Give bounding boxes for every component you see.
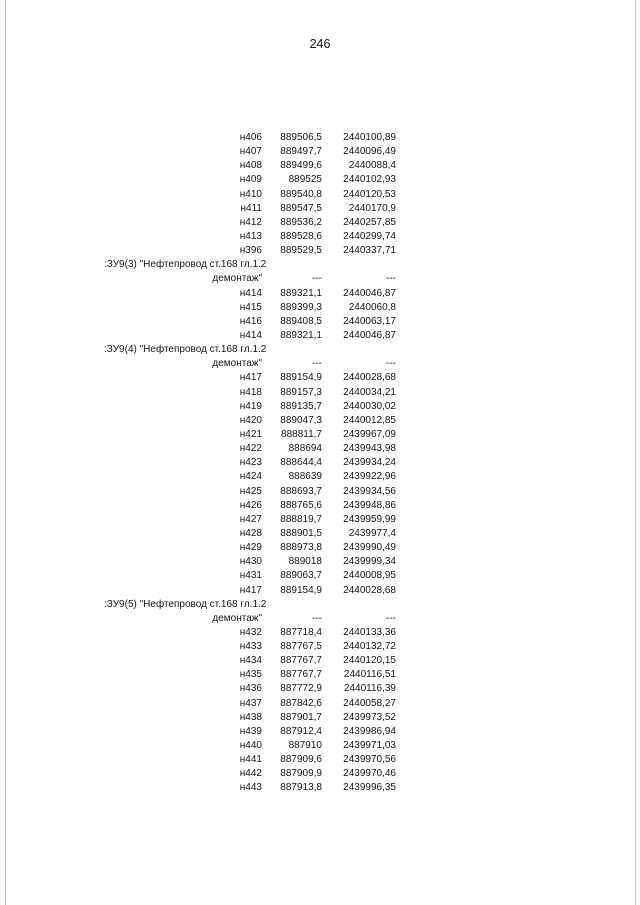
point-id: н409 (239, 174, 262, 186)
table-row (104, 371, 404, 385)
point-id: н443 (239, 782, 262, 794)
section-header-row (104, 357, 404, 371)
table-section (104, 598, 404, 796)
point-id: н431 (239, 570, 262, 582)
point-id: н414 (239, 287, 262, 299)
coordinate-x: 888973,8 (280, 542, 322, 554)
coordinate-x: 887767,7 (280, 669, 322, 681)
coordinate-x: 889321,1 (280, 329, 322, 341)
point-id: н439 (239, 725, 262, 737)
header-x-placeholder: --- (312, 273, 322, 285)
coordinate-x: 889321,1 (280, 287, 322, 299)
coordinate-y: 2440100,89 (343, 132, 396, 143)
table-row (104, 767, 404, 781)
table-row (104, 499, 404, 513)
coordinate-x: 888694 (288, 443, 322, 455)
point-id: н425 (239, 485, 262, 497)
coordinate-x: 889547,5 (280, 202, 322, 214)
table-row (104, 527, 404, 541)
header-y-placeholder: --- (386, 612, 396, 624)
table-row (104, 626, 404, 640)
coordinate-y: 2439970,46 (343, 768, 396, 780)
table-row (104, 173, 404, 187)
coordinate-x: 888765,6 (280, 499, 322, 511)
coordinate-x: 889154,9 (280, 584, 322, 596)
point-id: н418 (239, 386, 262, 398)
point-id: н407 (239, 146, 262, 158)
point-id: н430 (239, 556, 262, 568)
point-id: н411 (240, 202, 262, 214)
section-title: :ЗУ9(4) "Нефтепровод ст.168 гл.1.2 (104, 344, 267, 356)
coordinate-y: 2439986,94 (343, 725, 396, 737)
coordinate-y: 2440170,9 (348, 202, 396, 214)
point-id: н417 (239, 372, 262, 384)
coordinate-x: 888901,5 (280, 527, 322, 539)
coordinate-x: 889063,7 (280, 570, 322, 582)
point-id: н441 (239, 754, 262, 766)
point-id: н440 (239, 740, 262, 752)
point-id: н428 (239, 527, 262, 539)
coordinate-x: 889506,5 (280, 132, 322, 143)
coordinate-y: 2440008,95 (343, 570, 396, 582)
table-row (104, 668, 404, 682)
coordinate-y: 2439990,49 (343, 542, 396, 554)
table-row (104, 569, 404, 583)
coordinate-y: 2440257,85 (343, 216, 396, 228)
table-row (104, 188, 404, 202)
coordinate-x: 887842,6 (280, 697, 322, 709)
coordinate-y: 2440116,51 (343, 669, 396, 681)
section-title: :ЗУ9(3) "Нефтепровод ст.168 гл.1.2 (104, 259, 267, 271)
point-id: н416 (239, 315, 262, 327)
coordinate-y: 2440058,27 (343, 697, 396, 709)
point-id: н412 (239, 216, 262, 228)
coordinate-y: 2440034,21 (343, 386, 396, 398)
table-row (104, 131, 404, 145)
point-id: н417 (239, 584, 262, 596)
coordinate-x: 889135,7 (280, 400, 322, 412)
coordinate-y: 2439934,56 (343, 485, 396, 497)
coordinate-y: 2439922,96 (343, 471, 396, 483)
coordinate-x: 887910 (288, 740, 322, 752)
scan-edge-left (5, 0, 6, 905)
coordinate-x: 887901,7 (280, 711, 322, 723)
table-section (104, 258, 404, 343)
table-row (104, 513, 404, 527)
table-row (104, 428, 404, 442)
coordinate-y: 2439996,35 (343, 782, 396, 794)
coordinate-y: 2439977,4 (348, 527, 396, 539)
point-id: н436 (239, 683, 262, 695)
table-row (104, 414, 404, 428)
coordinate-y: 2440132,72 (343, 641, 396, 653)
coordinate-x: 889536,2 (280, 216, 322, 228)
coordinate-x: 889018 (288, 556, 322, 568)
section-header-row (104, 612, 404, 626)
table-row (104, 739, 404, 753)
coordinate-y: 2439948,86 (343, 499, 396, 511)
table-row (104, 442, 404, 456)
coordinate-y: 2440133,36 (343, 626, 396, 638)
section-title: :ЗУ9(5) "Нефтепровод ст.168 гл.1.2 (104, 598, 267, 610)
point-id: н423 (239, 457, 262, 469)
coordinate-y: 2439934,24 (343, 457, 396, 469)
table-row (104, 159, 404, 173)
point-id: н415 (239, 301, 262, 313)
coordinate-y: 2440120,53 (343, 188, 396, 200)
table-row (104, 230, 404, 244)
point-id: н422 (239, 443, 262, 455)
coordinate-y: 2439943,98 (343, 443, 396, 455)
point-id: н442 (239, 768, 262, 780)
coordinate-x: 889408,5 (280, 315, 322, 327)
coordinate-x: 889529,5 (280, 245, 322, 257)
coordinate-x: 887718,4 (280, 626, 322, 638)
table-row (104, 697, 404, 711)
table-row (104, 555, 404, 569)
point-id: н432 (239, 626, 262, 638)
table-row (104, 541, 404, 555)
coordinate-y: 2440028,68 (343, 584, 396, 596)
point-id: н408 (239, 160, 262, 172)
table-row (104, 725, 404, 739)
point-id: н414 (239, 329, 262, 341)
section-header-row (104, 272, 404, 286)
section-subtitle: демонтаж" (212, 612, 262, 624)
coordinate-x: 889157,3 (280, 386, 322, 398)
coordinate-x: 888644,4 (280, 457, 322, 469)
table-row (104, 216, 404, 230)
coordinate-x: 887913,8 (280, 782, 322, 794)
point-id: н406 (239, 132, 262, 143)
point-id: н438 (239, 711, 262, 723)
coordinate-x: 889047,3 (280, 414, 322, 426)
table-section (104, 343, 404, 598)
coordinate-x: 887909,9 (280, 768, 322, 780)
coordinate-y: 2439999,34 (343, 556, 396, 568)
table-row (104, 640, 404, 654)
table-row (104, 470, 404, 484)
coordinate-x: 889399,3 (280, 301, 322, 313)
header-y-placeholder: --- (386, 358, 396, 370)
table-row (104, 654, 404, 668)
coordinate-y: 2439973,52 (343, 711, 396, 723)
point-id: н437 (239, 697, 262, 709)
coordinate-x: 888693,7 (280, 485, 322, 497)
coordinate-y: 2439959,99 (343, 513, 396, 525)
coordinate-x: 889525 (288, 174, 322, 186)
coordinate-y: 2440046,87 (343, 329, 396, 341)
coordinate-x: 889540,8 (280, 188, 322, 200)
table-row (104, 287, 404, 301)
coordinate-x: 889154,9 (280, 372, 322, 384)
coordinate-x: 888811,7 (281, 428, 322, 440)
coordinate-y: 2439971,03 (343, 740, 396, 752)
point-id: н419 (239, 400, 262, 412)
coordinate-x: 887767,5 (280, 641, 322, 653)
point-id: н427 (239, 513, 262, 525)
coordinate-y: 2440299,74 (343, 230, 396, 242)
coordinate-y: 2440337,71 (343, 245, 396, 257)
table-row (104, 244, 404, 258)
coordinate-x: 889528,6 (280, 230, 322, 242)
page-number: 246 (309, 37, 331, 51)
coordinate-x: 887909,6 (280, 754, 322, 766)
coordinate-y: 2440028,68 (343, 372, 396, 384)
coordinate-y: 2440012,85 (343, 414, 396, 426)
coordinate-x: 887912,4 (280, 725, 322, 737)
table-row (104, 485, 404, 499)
table-row (104, 584, 404, 598)
section-subtitle: демонтаж" (212, 358, 262, 370)
point-id: н421 (239, 428, 262, 440)
table-row (104, 202, 404, 216)
point-id: н435 (239, 669, 262, 681)
coordinate-y: 2440046,87 (343, 287, 396, 299)
coordinate-x: 887767,7 (280, 655, 322, 667)
point-id: н429 (239, 542, 262, 554)
point-id: н424 (239, 471, 262, 483)
table-row (104, 400, 404, 414)
section-subtitle: демонтаж" (212, 273, 262, 285)
coordinate-x: 887772,9 (280, 683, 322, 695)
coordinate-y: 2440120,15 (343, 655, 396, 667)
coordinate-y: 2440030,02 (343, 400, 396, 412)
table-row (104, 456, 404, 470)
point-id: н396 (239, 245, 262, 257)
coordinate-y: 2440060,8 (348, 301, 396, 313)
coordinate-x: 888819,7 (280, 513, 322, 525)
coordinates-table (104, 131, 404, 796)
point-id: н426 (239, 499, 262, 511)
coordinate-x: 889497,7 (280, 146, 322, 158)
scan-edge-right (635, 0, 636, 905)
table-row (104, 386, 404, 400)
coordinate-y: 2440088,4 (348, 160, 396, 172)
header-x-placeholder: --- (312, 358, 322, 370)
coordinate-y: 2440102,93 (343, 174, 396, 186)
table-row (104, 145, 404, 159)
header-x-placeholder: --- (312, 612, 322, 624)
table-row (104, 682, 404, 696)
table-row (104, 301, 404, 315)
table-row (104, 781, 404, 795)
coordinate-y: 2440063,17 (343, 315, 396, 327)
table-row (104, 753, 404, 767)
coordinate-y: 2440116,39 (343, 683, 396, 695)
coordinate-y: 2439967,09 (343, 428, 396, 440)
coordinate-x: 888639 (288, 471, 322, 483)
table-row (104, 711, 404, 725)
table-row (104, 315, 404, 329)
table-section (104, 131, 404, 258)
coordinate-y: 2439970,56 (343, 754, 396, 766)
coordinate-x: 889499,6 (280, 160, 322, 172)
point-id: н413 (239, 230, 262, 242)
point-id: н434 (239, 655, 262, 667)
point-id: н410 (239, 188, 262, 200)
coordinate-y: 2440096,49 (343, 146, 396, 158)
header-y-placeholder: --- (386, 273, 396, 285)
table-row (104, 329, 404, 343)
point-id: н420 (239, 414, 262, 426)
point-id: н433 (239, 641, 262, 653)
